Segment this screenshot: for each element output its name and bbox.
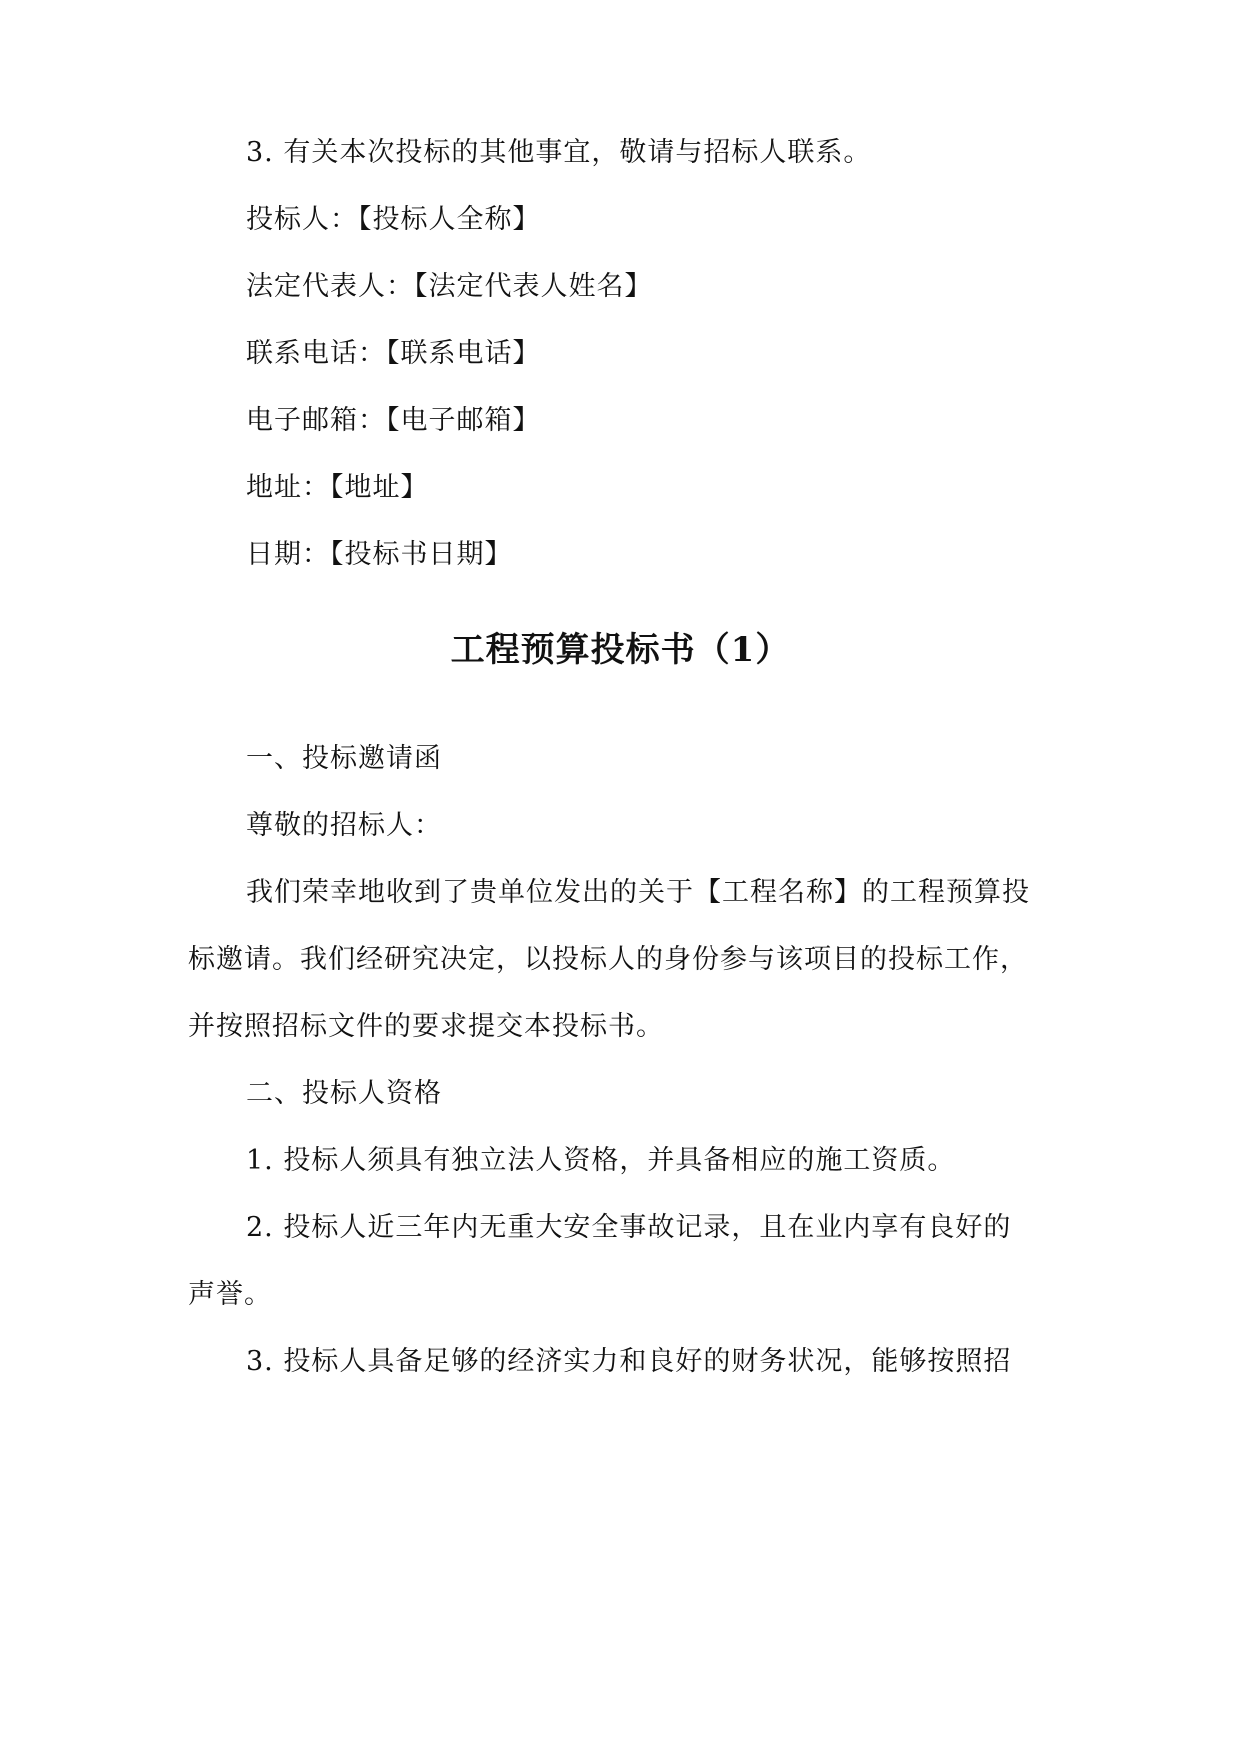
invitation-paragraph-line1: 我们荣幸地收到了贵单位发出的关于【工程名称】的工程预算投 [246,877,1030,908]
phone-line: 联系电话：【联系电话】 [246,338,541,369]
qualification-item1: 1. 投标人须具有独立法人资格，并具备相应的施工资质。 [246,1145,956,1176]
section2-heading: 二、投标人资格 [246,1078,442,1109]
qualification-item3-line1: 3. 投标人具备足够的经济实力和良好的财务状况，能够按照招 [246,1346,1012,1377]
legal-rep-line: 法定代表人：【法定代表人姓名】 [246,271,653,302]
qualification-item2-line1: 2. 投标人近三年内无重大安全事故记录，且在业内享有良好的 [246,1212,1012,1243]
contact-note: 3. 有关本次投标的其他事宜，敬请与招标人联系。 [246,137,872,168]
bidder-line: 投标人：【投标人全称】 [246,204,541,235]
date-line: 日期：【投标书日期】 [246,539,513,570]
document-title: 工程预算投标书（1） [450,630,791,670]
qualification-item2-line2: 声誉。 [188,1279,272,1310]
section1-heading: 一、投标邀请函 [246,743,442,774]
invitation-paragraph-line2: 标邀请。我们经研究决定，以投标人的身份参与该项目的投标工作， [188,944,1028,975]
email-line: 电子邮箱：【电子邮箱】 [246,405,541,436]
salutation: 尊敬的招标人： [246,810,442,841]
invitation-paragraph-line3: 并按照招标文件的要求提交本投标书。 [188,1011,664,1042]
address-line: 地址：【地址】 [246,472,429,503]
